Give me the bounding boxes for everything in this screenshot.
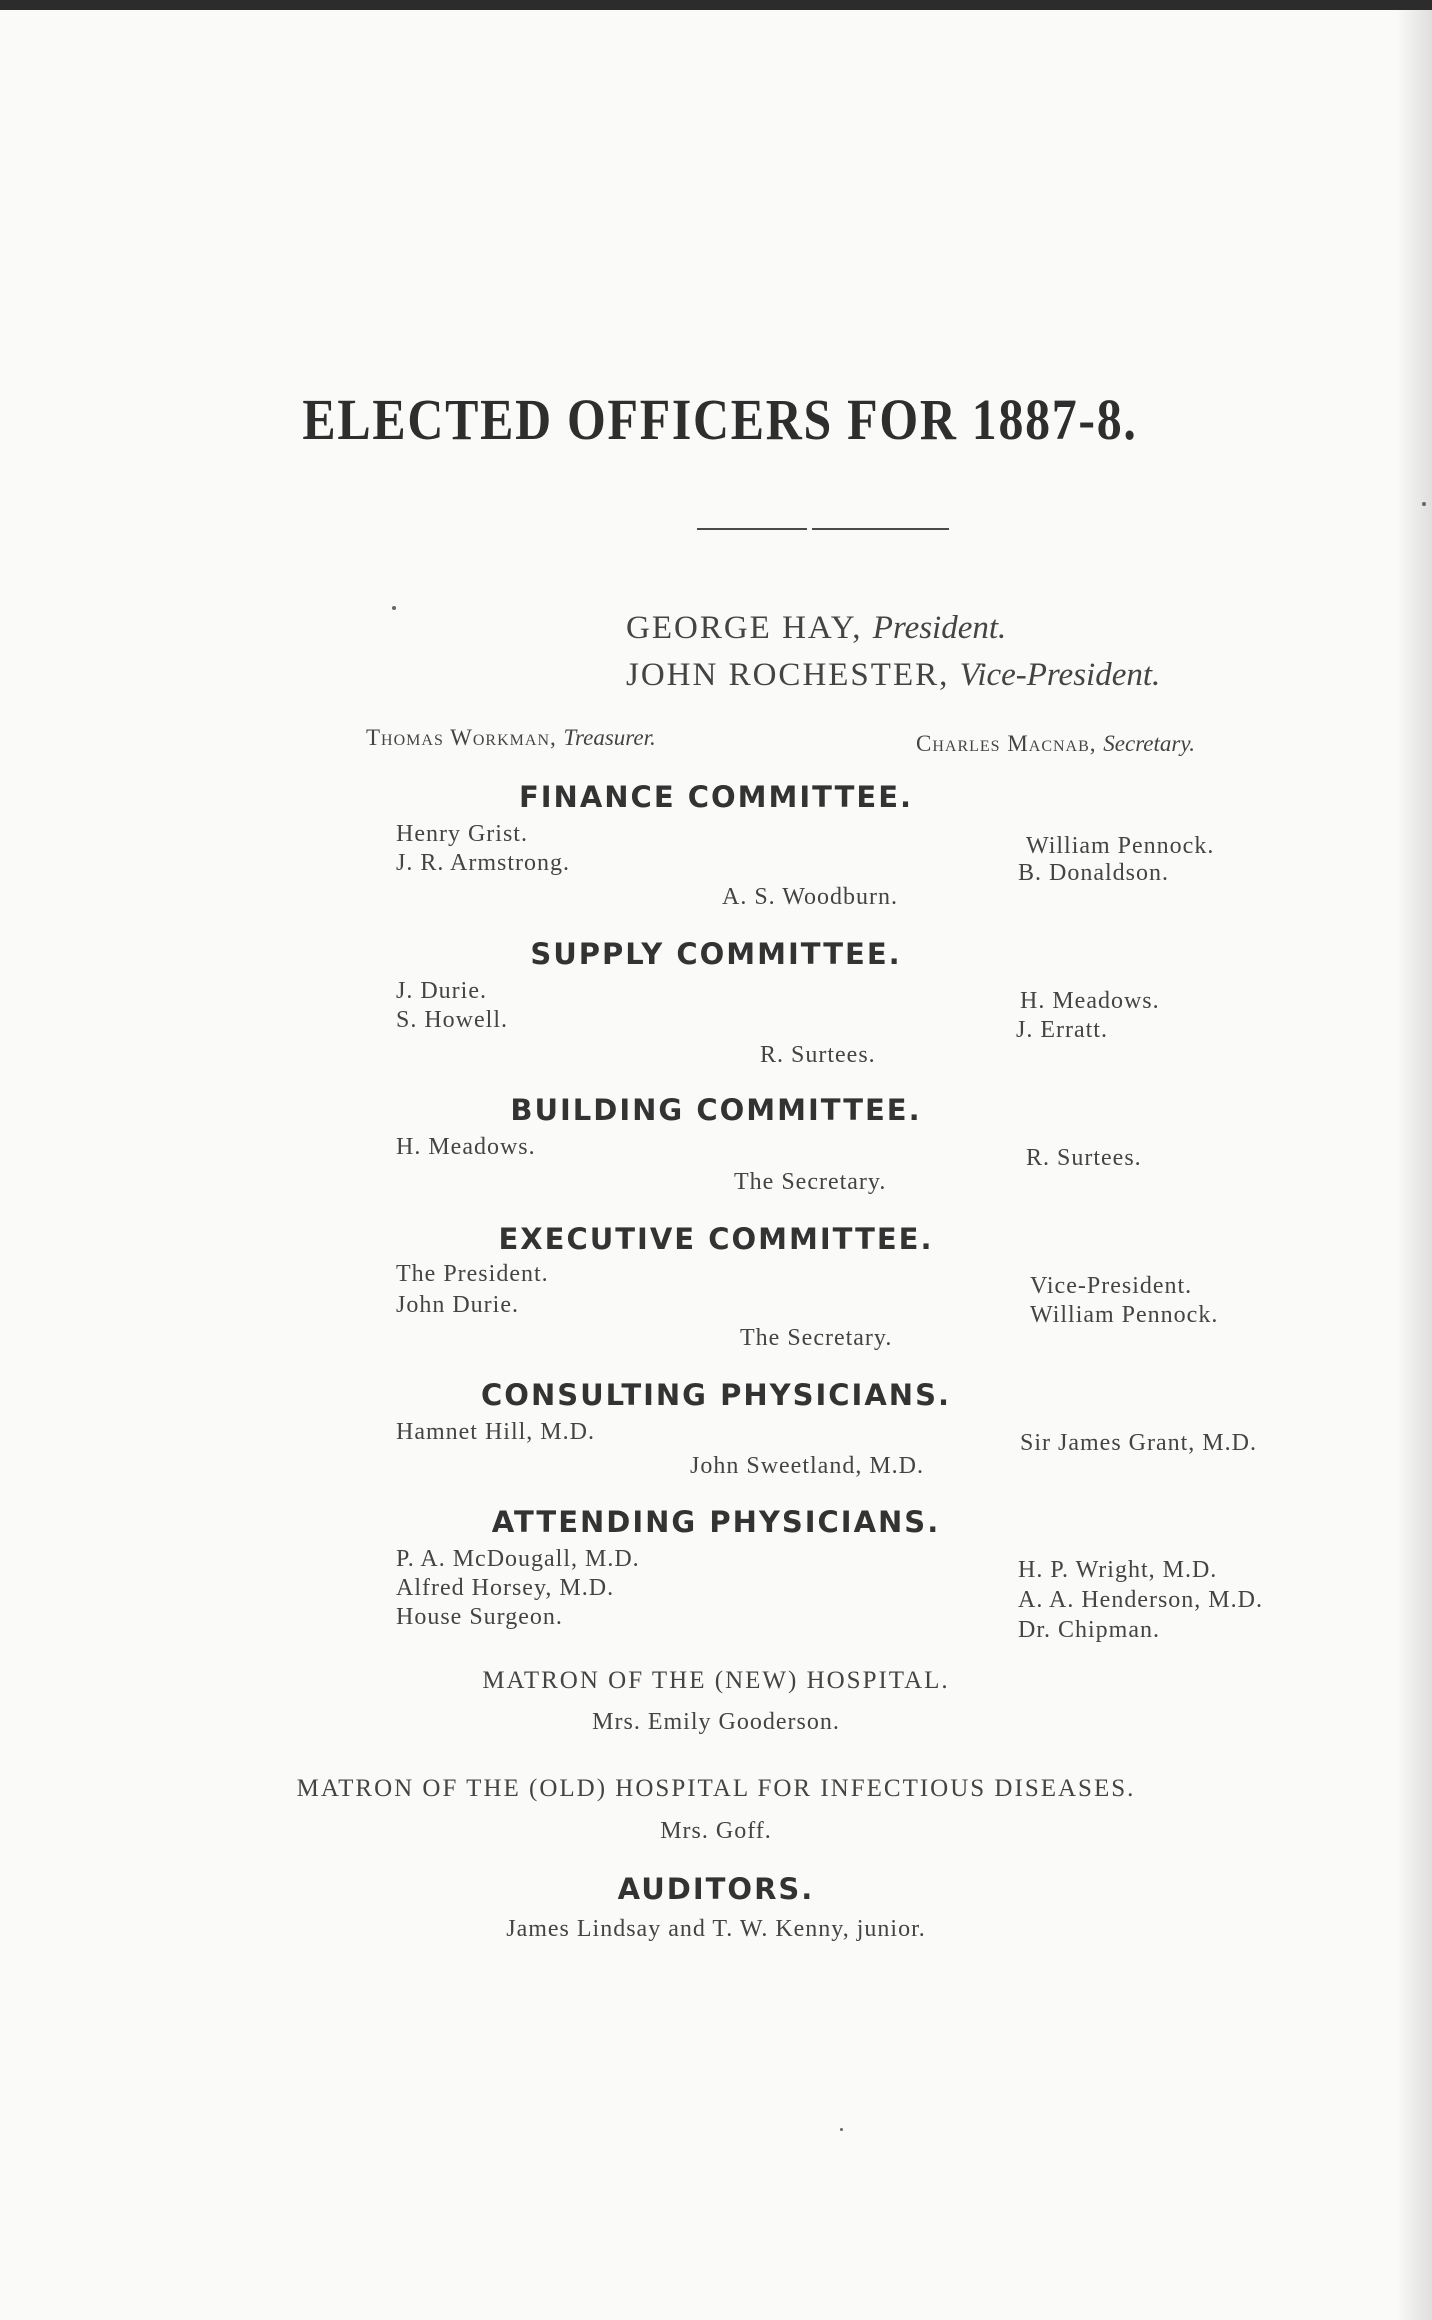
consulting-right-1: Sir James Grant, M.D. — [1020, 1430, 1257, 1456]
matron-new-heading: MATRON OF THE (NEW) HOSPITAL. — [482, 1667, 950, 1694]
finance-committee-heading: FINANCE COMMITTEE. — [518, 780, 914, 814]
page-top-edge — [0, 0, 1432, 10]
consulting-physicians-heading: CONSULTING PHYSICIANS. — [481, 1378, 951, 1412]
attending-physicians-heading: ATTENDING PHYSICIANS. — [491, 1505, 941, 1539]
matron-old-heading: MATRON OF THE (OLD) HOSPITAL FOR INFECTIOUS DISEASES. — [296, 1775, 1136, 1802]
finance-center: A. S. Woodburn. — [722, 884, 898, 910]
attending-right-2: A. A. Henderson, M.D. — [1018, 1587, 1263, 1613]
matron-old-name: Mrs. Goff. — [660, 1818, 772, 1844]
executive-left-2: John Durie. — [396, 1292, 519, 1318]
building-committee-heading: BUILDING COMMITTEE. — [510, 1093, 922, 1127]
matron-new-name: Mrs. Emily Gooderson. — [592, 1709, 840, 1735]
finance-right-2: B. Donaldson. — [1018, 860, 1169, 886]
executive-right-1: Vice-President. — [1030, 1273, 1193, 1299]
paper-speck — [392, 606, 396, 610]
executive-left-1: The President. — [396, 1261, 549, 1287]
executive-committee-heading: EXECUTIVE COMMITTEE. — [498, 1222, 934, 1256]
page-title: ELECTED OFFICERS FOR 1887-8. — [302, 387, 1138, 452]
secretary-role: Secretary. — [1103, 731, 1196, 756]
title-divider-right — [812, 528, 949, 530]
consulting-left-1: Hamnet Hill, M.D. — [396, 1419, 595, 1445]
supply-right-1: H. Meadows. — [1020, 988, 1160, 1014]
finance-left-2: J. R. Armstrong. — [396, 850, 571, 876]
president-role: President. — [872, 610, 1007, 646]
paper-speck — [840, 2128, 843, 2131]
supply-left-1: J. Durie. — [396, 978, 487, 1004]
president-name: GEORGE HAY, — [626, 610, 863, 646]
page-binding-shadow — [1396, 10, 1432, 2320]
building-right-1: R. Surtees. — [1026, 1145, 1142, 1171]
executive-right-2: William Pennock. — [1030, 1302, 1219, 1328]
building-center: The Secretary. — [734, 1169, 887, 1195]
attending-left-3: House Surgeon. — [396, 1604, 563, 1630]
vice-president-name: JOHN ROCHESTER, — [626, 657, 950, 693]
consulting-center: John Sweetland, M.D. — [690, 1453, 924, 1479]
secretary-line — [916, 731, 1195, 757]
supply-committee-heading: SUPPLY COMMITTEE. — [530, 937, 902, 971]
attending-right-1: H. P. Wright, M.D. — [1018, 1557, 1218, 1583]
executive-center: The Secretary. — [740, 1325, 893, 1351]
auditors-names: James Lindsay and T. W. Kenny, junior. — [506, 1916, 926, 1942]
supply-center: R. Surtees. — [760, 1042, 876, 1068]
title-divider-left — [697, 528, 807, 530]
secretary-name: Charles Macnab, — [916, 731, 1097, 756]
attending-left-2: Alfred Horsey, M.D. — [396, 1575, 615, 1601]
president-line — [626, 610, 1006, 647]
vice-president-role: Vice-President. — [959, 657, 1161, 693]
treasurer-role: Treasurer. — [563, 725, 656, 750]
building-left-1: H. Meadows. — [396, 1134, 536, 1160]
supply-right-2: J. Erratt. — [1016, 1017, 1108, 1043]
treasurer-name: Thomas Workman, — [366, 725, 557, 750]
paper-speck — [1422, 502, 1426, 506]
vice-president-line — [626, 657, 1160, 694]
attending-right-3: Dr. Chipman. — [1018, 1617, 1160, 1643]
supply-left-2: S. Howell. — [396, 1007, 508, 1033]
auditors-heading: AUDITORS. — [617, 1872, 815, 1906]
treasurer-line — [366, 725, 656, 751]
attending-left-1: P. A. McDougall, M.D. — [396, 1546, 640, 1572]
finance-left-1: Henry Grist. — [396, 821, 528, 847]
finance-right-1: William Pennock. — [1026, 833, 1215, 859]
